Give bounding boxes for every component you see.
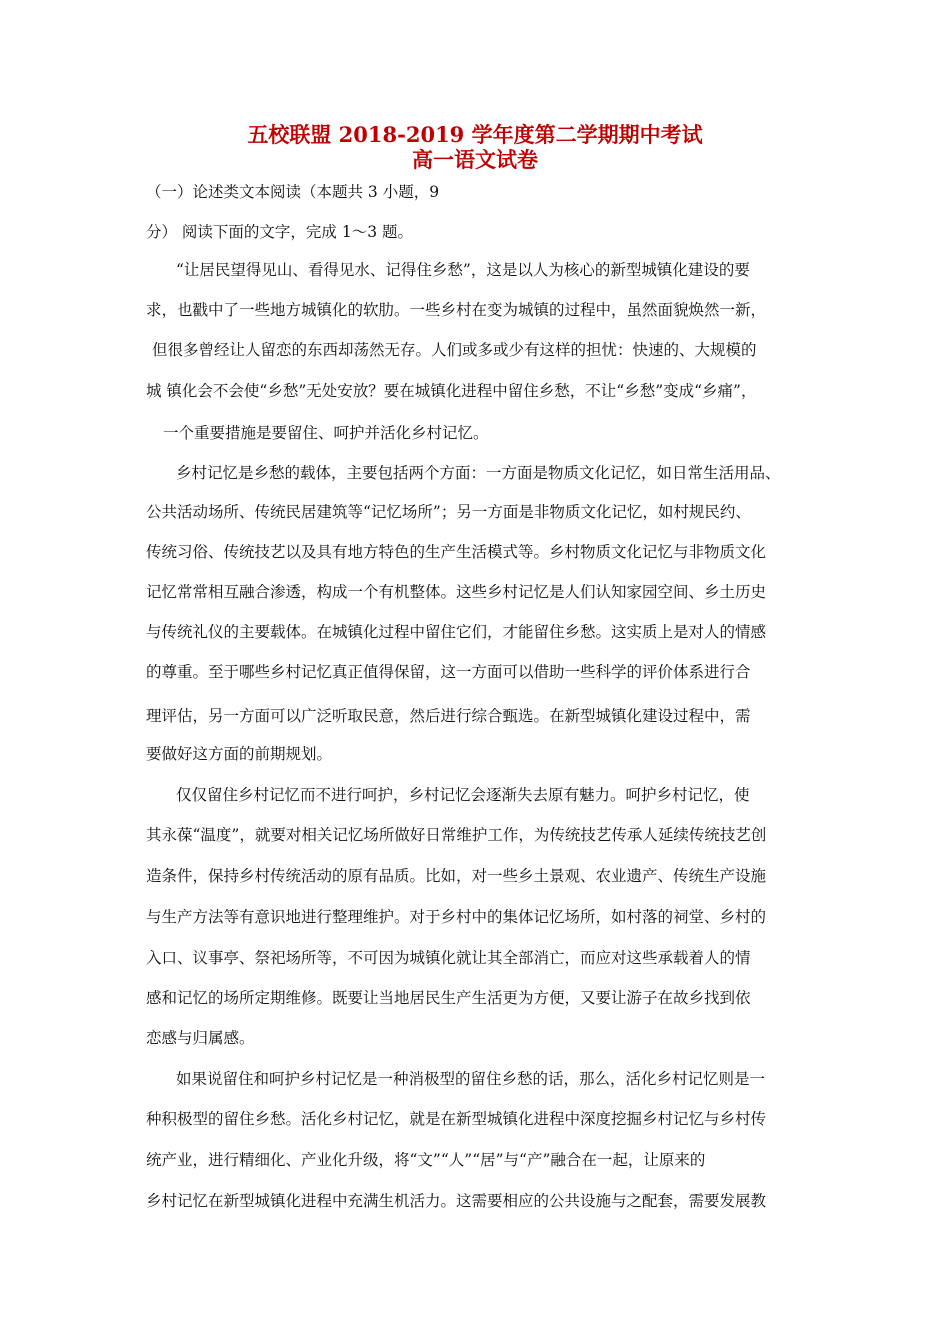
text-line: 乡村记忆是乡愁的载体，主要包括两个方面：一方面是物质文化记忆，如日常生活用品、 [176,464,781,482]
text-line: 入口、议事亭、祭祀场所等，不可因为城镇化就让其全部消亡，而应对这些承载着人的情 [146,949,751,967]
section-heading: （一）论述类文本阅读（本题共 3 小题，9 [146,183,440,201]
text-line: 一个重要措施是要留住、呵护并活化乡村记忆。 [163,424,489,442]
exam-title: 五校联盟 2018-2019 学年度第二学期期中考试 [247,122,703,147]
text-line: 与生产方法等有意识地进行整理维护。对于乡村中的集体记忆场所，如村落的祠堂、乡村的 [146,908,767,926]
text-line: 公共活动场所、传统民居建筑等“记忆场所”；另一方面是非物质文化记忆，如村规民约、 [146,503,751,521]
section-instruction: 分） 阅读下面的文字，完成 1～3 题。 [146,223,414,241]
text-line: 城 镇化会不会使“乡愁”无处安放？要在城镇化进程中留住乡愁，不让“乡愁”变成“乡痛”， [146,382,757,400]
text-line: 仅仅留住乡村记忆而不进行呵护，乡村记忆会逐渐失去原有魅力。呵护乡村记忆，使 [176,786,750,804]
text-line: 统产业，进行精细化、产业化升级，将“文”“人”“居”与“产”融合在一起，让原来的 [146,1151,706,1169]
text-line: 传统习俗、传统技艺以及具有地方特色的生产生活模式等。乡村物质文化记忆与非物质文化 [146,543,767,561]
text-line: 恋感与归属感。 [146,1029,255,1047]
text-line: 的尊重。至于哪些乡村记忆真正值得保留，这一方面可以借助一些科学的评价体系进行合 [146,663,751,681]
text-line: 如果说留住和呵护乡村记忆是一种消极型的留住乡愁的话，那么，活化乡村记忆则是一 [176,1070,766,1088]
text-line: 感和记忆的场所定期维修。既要让当地居民生产生活更为方便，又要让游子在故乡找到依 [146,989,751,1007]
text-line: 其永葆“温度”，就要对相关记忆场所做好日常维护工作，为传统技艺传承人延续传统技艺创 [146,826,767,844]
text-line: 与传统礼仪的主要载体。在城镇化过程中留住它们，才能留住乡愁。这实质上是对人的情感 [146,623,767,641]
text-line: 乡村记忆在新型城镇化进程中充满生机活力。这需要相应的公共设施与之配套，需要发展教 [146,1192,767,1210]
text-line: 要做好这方面的前期规划。 [146,745,333,763]
exam-subtitle: 高一语文试卷 [412,147,538,172]
text-line: 理评估，另一方面可以广泛听取民意，然后进行综合甄选。在新型城镇化建设过程中，需 [146,707,751,725]
text-line: 种积极型的留住乡愁。活化乡村记忆，就是在新型城镇化进程中深度挖掘乡村记忆与乡村传 [146,1110,767,1128]
text-line: 求，也戳中了一些地方城镇化的软肋。一些乡村在变为城镇的过程中，虽然面貌焕然一新， [146,301,767,319]
text-line: “让居民望得见山、看得见水、记得住乡愁”，这是以人为核心的新型城镇化建设的要 [176,261,750,279]
text-line: 但很多曾经让人留恋的东西却荡然无存。人们或多或少有这样的担忧：快速的、大规模的 [152,341,757,359]
text-line: 造条件，保持乡村传统活动的原有品质。比如，对一些乡土景观、农业遗产、传统生产设施 [146,867,767,885]
text-line: 记忆常常相互融合渗透，构成一个有机整体。这些乡村记忆是人们认知家园空间、乡土历史 [146,583,767,601]
